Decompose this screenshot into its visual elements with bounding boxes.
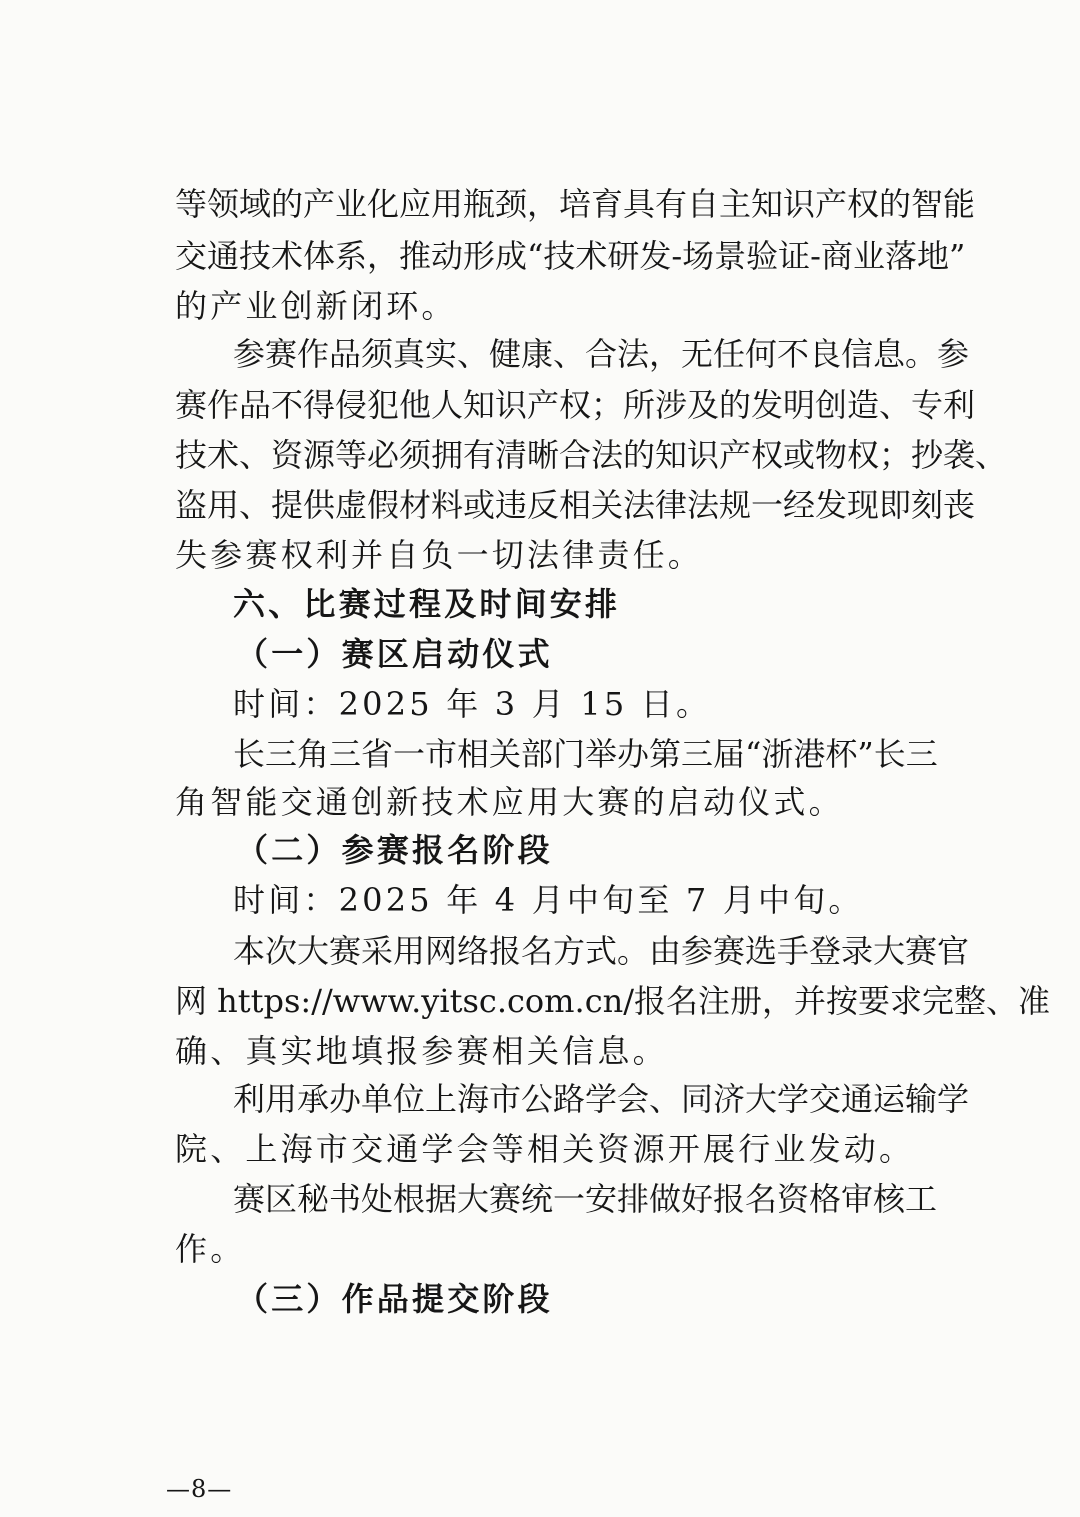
body-line: 长三角三省一市相关部门举办第三届“浙港杯”长三 [233,735,938,773]
body-line: 网 https://www.yitsc.com.cn/报名注册，并按要求完整、准 [175,982,1051,1020]
body-line: 的产业创新闭环。 [175,287,457,325]
body-line: 交通技术体系，推动形成“技术研发-场景验证-商业落地” [175,237,966,275]
section-heading: 六、比赛过程及时间安排 [233,585,621,623]
body-line: 赛区秘书处根据大赛统一安排做好报名资格审核工 [233,1180,938,1218]
body-line: 确、真实地填报参赛相关信息。 [175,1032,668,1070]
subsection-heading: （二）参赛报名阶段 [236,831,553,869]
body-line: 本次大赛采用网络报名方式。由参赛选手登录大赛官 [233,932,970,970]
body-line: 院、上海市交通学会等相关资源开展行业发动。 [175,1130,915,1168]
body-line: 技术、资源等必须拥有清晰合法的知识产权或物权；抄袭、 [175,436,1008,474]
body-line: 盗用、提供虚假材料或违反相关法律法规一经发现即刻丧 [175,486,976,524]
body-line: 等领域的产业化应用瓶颈，培育具有自主知识产权的智能 [175,185,976,223]
subsection-heading: （一）赛区启动仪式 [236,635,553,673]
body-line: 赛作品不得侵犯他人知识产权；所涉及的发明创造、专利 [175,386,976,424]
subsection-heading: （三）作品提交阶段 [236,1280,553,1318]
body-line: 失参赛权利并自负一切法律责任。 [175,536,704,574]
body-line: 作。 [175,1230,246,1268]
body-line: 角智能交通创新技术应用大赛的启动仪式。 [175,783,844,821]
body-line: 时间：2025 年 4 月中旬至 7 月中旬。 [233,881,864,919]
body-line: 利用承办单位上海市公路学会、同济大学交通运输学 [233,1080,970,1118]
page-number: —8— [166,1475,233,1503]
body-line: 时间：2025 年 3 月 15 日。 [233,685,712,723]
body-line: 参赛作品须真实、健康、合法，无任何不良信息。参 [233,335,970,373]
